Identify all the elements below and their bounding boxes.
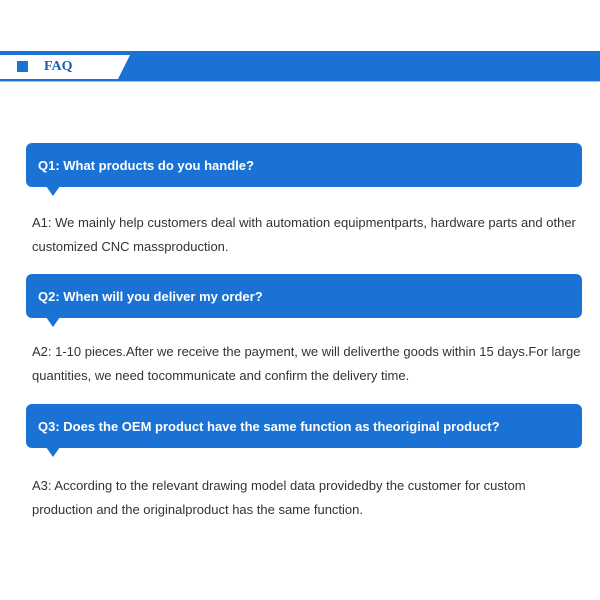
page-title: FAQ: [44, 59, 73, 74]
square-bullet-icon: [17, 61, 28, 72]
faq-answer-1: A1: We mainly help customers deal with automation equipmentparts, hardware parts and other customized CNC massproduction.: [32, 215, 576, 254]
faq-question-1: Q1: What products do you handle?: [26, 143, 582, 187]
faq-answer-3: A3: According to the relevant drawing model data providedby the customer for custom production and the originalproduct has the same function.: [32, 478, 526, 517]
faq-answer-2: A2: 1-10 pieces.After we receive the payment, we will deliverthe goods within 15 days.For large quantities, we need tocommunicate and confirm the delivery time.: [32, 344, 581, 383]
faq-question-2: Q2: When will you deliver my order?: [26, 274, 582, 318]
faq-question-3: Q3: Does the OEM product have the same function as theoriginal product?: [26, 404, 582, 448]
header-divider: [0, 81, 600, 82]
